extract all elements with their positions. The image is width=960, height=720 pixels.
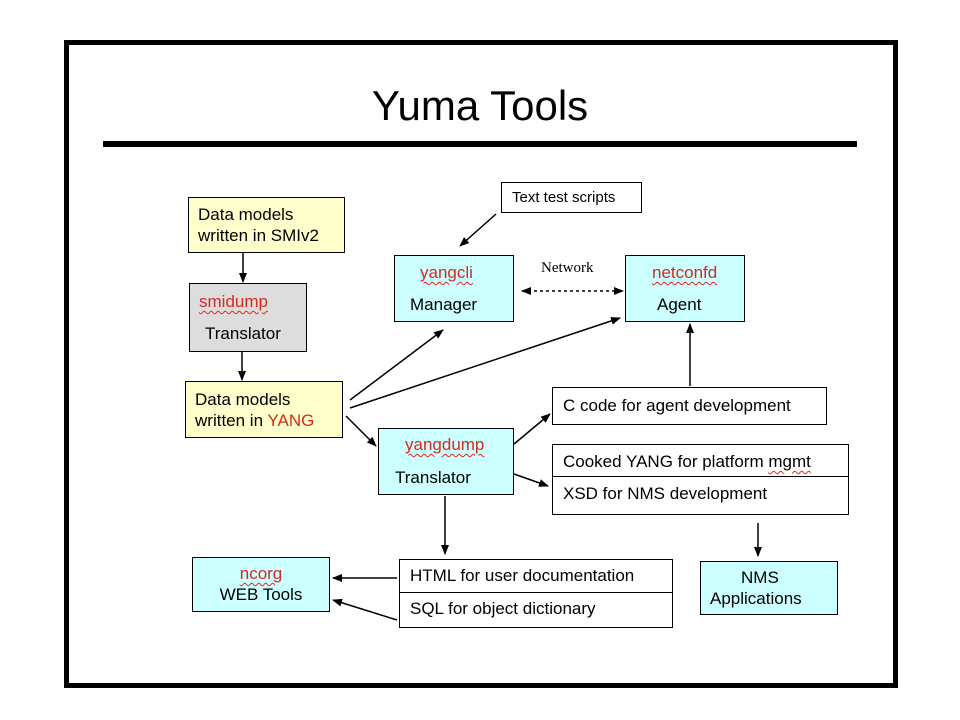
ncorg-role: WEB Tools (219, 585, 303, 604)
smidump-name: smidump (199, 292, 268, 311)
netconfd-role: Agent (657, 295, 702, 314)
smidump-box (189, 283, 307, 352)
cooked-yang-label (563, 451, 811, 472)
netconfd-name: netconfd (652, 263, 718, 282)
yangcli-box (394, 255, 514, 322)
smiv2-models-box (188, 197, 345, 253)
arrow-yang-to-yangcli (350, 330, 443, 400)
docs-divider (399, 592, 673, 593)
yang-models-box (185, 381, 343, 438)
arrow-yangdump-to-ccode (514, 414, 550, 444)
sql-dict-label: SQL for object dictionary (410, 599, 596, 618)
smidump-role: Translator (205, 324, 281, 343)
cooked-yang-prefix: Cooked YANG for platform (563, 452, 769, 471)
yangdump-box (378, 428, 514, 495)
yang-line1: Data models (195, 390, 291, 409)
yangdump-role: Translator (395, 468, 471, 487)
yangdump-output-box (552, 444, 849, 515)
arrow-yangdump-to-output (514, 474, 548, 486)
output-divider (552, 476, 849, 477)
arrow-yang-to-yangdump (346, 416, 376, 446)
nms-apps-box (700, 561, 838, 615)
c-code-label: C code for agent development (563, 396, 791, 415)
ncorg-box (192, 557, 330, 612)
c-code-box (552, 387, 827, 425)
arrow-sql-to-ncorg (333, 600, 397, 620)
nms-line1: NMS (741, 568, 779, 587)
xsd-label: XSD for NMS development (563, 484, 768, 503)
nms-line2: Applications (710, 589, 802, 608)
smiv2-line2: written in SMIv2 (198, 226, 319, 245)
yang-line2 (195, 410, 314, 431)
yangdump-name: yangdump (405, 435, 485, 454)
html-docs-label: HTML for user documentation (410, 566, 635, 585)
yangcli-name: yangcli (420, 263, 473, 282)
text-scripts-label: Text test scripts (512, 189, 616, 206)
docs-output-box (399, 559, 673, 628)
text-scripts-box (501, 182, 642, 213)
ncorg-name: ncorg (239, 564, 283, 583)
yang-line2-prefix: written in (195, 411, 268, 430)
netconfd-box (625, 255, 745, 322)
yang-highlight: YANG (267, 411, 315, 430)
page-title: Yuma Tools (371, 82, 589, 129)
cooked-yang-highlight: mgmt (768, 452, 811, 471)
yangcli-role: Manager (410, 295, 478, 314)
smiv2-line1: Data models (198, 205, 294, 224)
arrow-scripts-to-yangcli (460, 214, 496, 246)
network-label: Network (541, 260, 594, 276)
